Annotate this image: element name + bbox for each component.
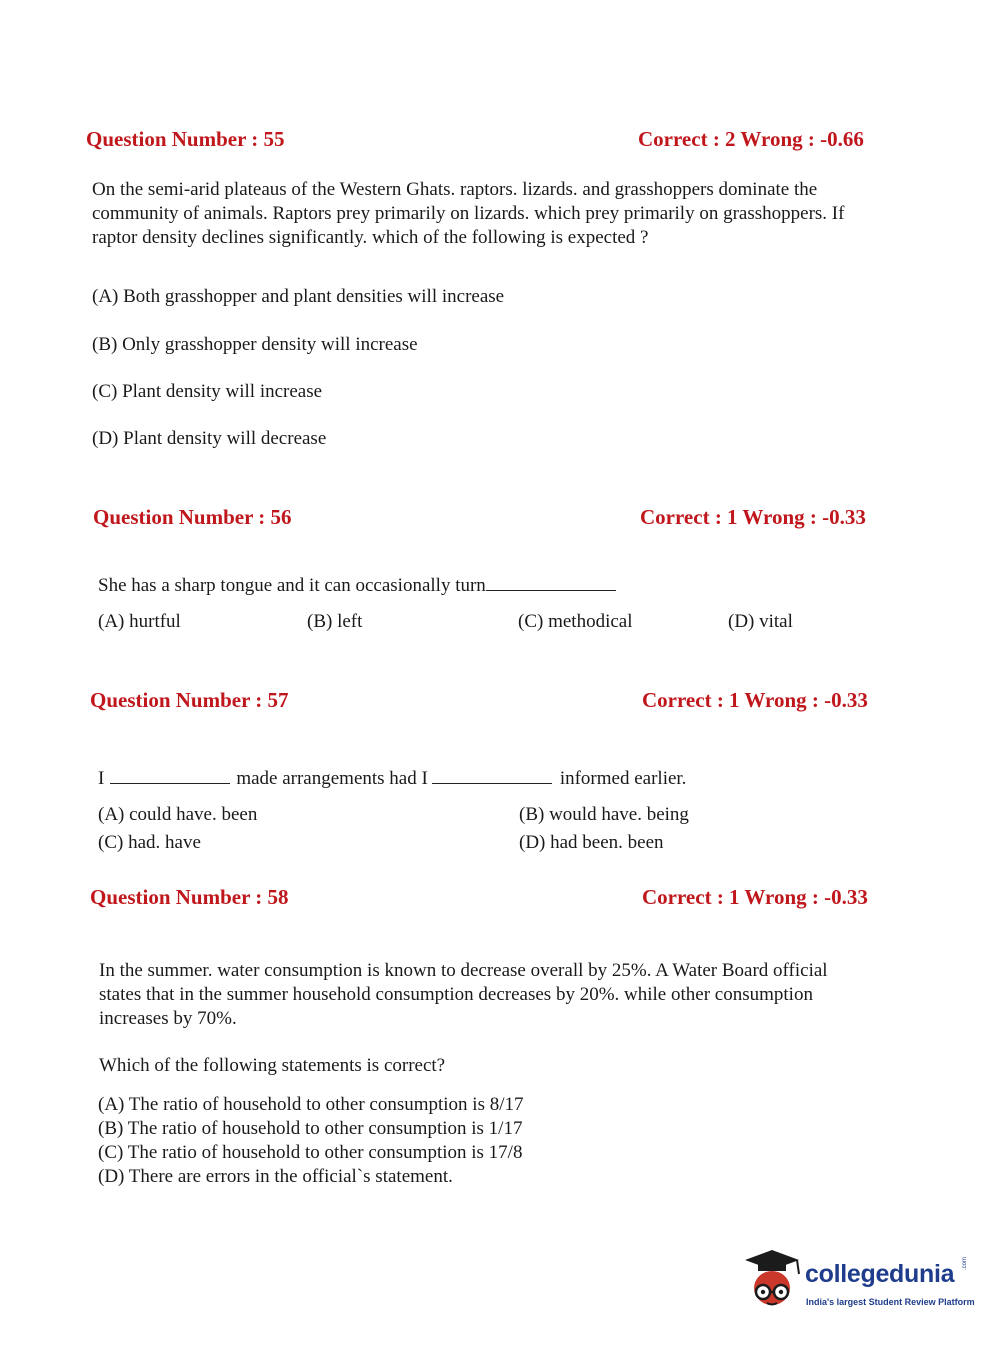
question-58-prompt: Which of the following statements is correct?	[99, 1055, 446, 1076]
option-c: (C) The ratio of household to other consumption is 17/8	[98, 1142, 523, 1163]
question-55-marks: Correct : 2 Wrong : -0.66	[638, 127, 864, 151]
answer-blank	[486, 572, 616, 591]
question-57-marks: Correct : 1 Wrong : -0.33	[642, 688, 868, 712]
question-58-options	[98, 1093, 524, 1189]
answer-blank	[110, 765, 230, 784]
stem-line: On the semi-arid plateaus of the Western Ghats. raptors. lizards. and grasshoppers dominate the	[92, 179, 818, 200]
question-55-option-a: (A) Both grasshopper and plant densities will increase	[92, 286, 505, 307]
question-58-number: Question Number : 58	[90, 885, 289, 909]
stem-line: community of animals. Raptors prey primarily on lizards. which prey primarily on grasshoppers. If	[92, 203, 845, 224]
question-57-option-d: (D) had been. been	[519, 832, 664, 853]
stem-line: increases by 70%.	[99, 1008, 237, 1029]
question-55-option-d: (D) Plant density will decrease	[92, 428, 327, 449]
question-56-marks: Correct : 1 Wrong : -0.33	[640, 505, 866, 529]
question-55-option-b: (B) Only grasshopper density will increase	[92, 334, 418, 355]
question-56-option-a: (A) hurtful	[98, 611, 181, 632]
option-b: (B) The ratio of household to other consumption is 1/17	[98, 1118, 523, 1139]
question-55-number: Question Number : 55	[86, 127, 285, 151]
question-57-number: Question Number : 57	[90, 688, 289, 712]
question-56-option-d: (D) vital	[728, 611, 793, 632]
mascot-logo-icon	[741, 1248, 803, 1310]
question-56-option-c: (C) methodical	[518, 611, 633, 632]
question-57-option-c: (C) had. have	[98, 832, 201, 853]
logo-wordmark: collegedunia	[805, 1260, 955, 1288]
option-d: (D) There are errors in the official`s statement.	[98, 1166, 453, 1187]
stem-part: informed earlier.	[559, 768, 687, 789]
question-58-stem	[99, 959, 828, 1031]
stem-part: I	[98, 768, 105, 789]
logo-suffix: .com	[962, 1256, 968, 1270]
question-57-stem	[98, 765, 686, 790]
option-a: (A) The ratio of household to other consumption is 8/17	[98, 1094, 524, 1115]
stem-line: raptor density declines significantly. which of the following is expected ?	[92, 227, 649, 248]
question-55-option-c: (C) Plant density will increase	[92, 381, 323, 402]
question-57-option-a: (A) could have. been	[98, 804, 258, 825]
question-56-stem	[98, 572, 616, 597]
stem-text: She has a sharp tongue and it can occasionally turn	[98, 575, 486, 596]
logo-tagline: India's largest Student Review Platform	[806, 1297, 975, 1307]
question-57-option-b: (B) would have. being	[519, 804, 689, 825]
answer-blank	[432, 765, 552, 784]
stem-part: made arrangements had I	[236, 768, 428, 789]
question-56-option-b: (B) left	[307, 611, 363, 632]
question-56-number: Question Number : 56	[93, 505, 292, 529]
stem-line: In the summer. water consumption is known to decrease overall by 25%. A Water Board official	[99, 960, 828, 981]
question-55-stem	[92, 178, 844, 250]
question-58-marks: Correct : 1 Wrong : -0.33	[642, 885, 868, 909]
stem-line: states that in the summer household consumption decreases by 20%. while other consumption	[99, 984, 813, 1005]
